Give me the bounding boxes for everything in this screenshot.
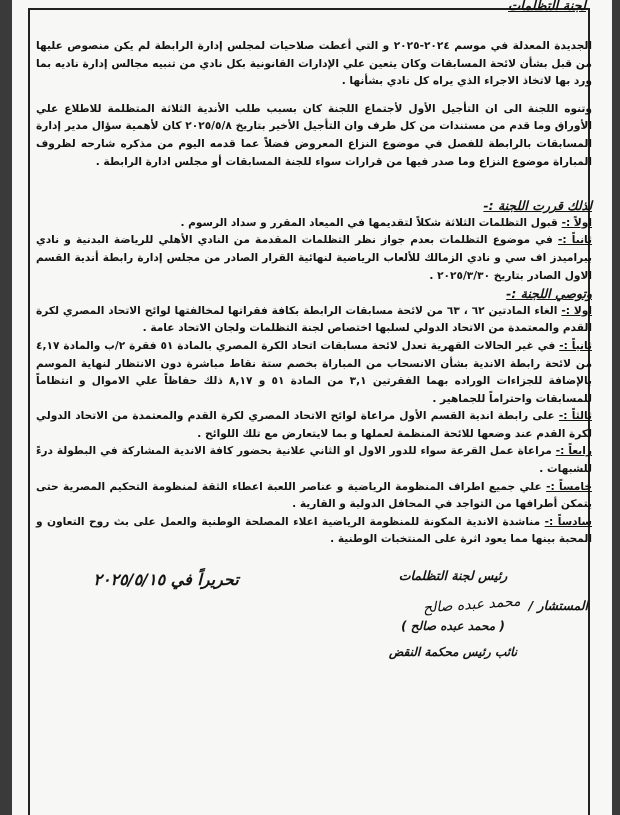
chair-title: رئيس لجنة التظلمات bbox=[398, 568, 508, 584]
decision-first bbox=[36, 215, 592, 233]
chair-block bbox=[318, 567, 588, 661]
advisor-line bbox=[318, 593, 588, 617]
recommendation-label: خامساً :- bbox=[546, 480, 592, 493]
recommendation-item bbox=[36, 479, 592, 514]
recommendation-text: في غير الحالات القهرية تعدل لائحة مسابقات اتحاد الكرة المصري بالمادة ٥١ فقرة ٢/ب والمادة ٤,١٧ من لائحة رابطة الاندية بشأن الانسحاب من المباراة بخصم ستة نقاط مباشرة دون الانتظار لنهاية الموسم بالإضافة للجزاءات الوراده بهما الفقرتين ٣,١ من المادة ٥١ و ٨,١٧ ذلك حفاظاً علي الاموال و انتظاماً للمسابقات واحتراماً للجماهير . bbox=[36, 339, 593, 405]
chair-role: نائب رئيس محكمة النقض bbox=[388, 644, 518, 659]
recommendation-item bbox=[36, 303, 592, 338]
recommendation-label: رابعاً :- bbox=[555, 445, 592, 458]
advisor-label: المستشار / bbox=[528, 597, 588, 613]
recommendation-text: مراعاة عمل القرعة سواء للدور الاول او الثاني علانية بحضور كافة الاندية المشاركة في البطولة درءً للشبهات . bbox=[36, 445, 592, 476]
paragraph-1: الجديدة المعدلة في موسم ٢٠٢٤-٢٠٢٥ و التي أعطت صلاحيات لمجلس إدارة الرابطة لم يكن منصوص عليها من قبل بشأن لائحة المسابقات وكان يتعين علي الإدارات القانونية بكل نادي من تنبيه مجالس إدارة ناديه بما ورد بها لاتخاذ الاجراء الذي يراه كل نادي بشأنها . bbox=[36, 40, 592, 88]
recommendation-text: على رابطة اندية القسم الأول مراعاة لوائح الاتحاد المصري لكرة القدم والمعتمدة من الاتحاد الدولي لكرة القدم عند وضعها للائحة المنظمة لعملها و بما لايتعارض مع تلك اللوائح . bbox=[36, 410, 592, 440]
decision-second bbox=[36, 232, 592, 285]
recommendation-item bbox=[36, 443, 592, 478]
recommendation-item bbox=[36, 408, 592, 443]
document-date: تحريراً في ٢٠٢٥/٥/١٥ bbox=[93, 570, 239, 590]
recommendation-label: سادساً :- bbox=[544, 515, 592, 528]
handwritten-signature: محمد عبده صالح bbox=[422, 593, 522, 617]
decision-second-label: ثانياً :- bbox=[557, 234, 592, 247]
recommendation-text: الغاء المادتين ٦٢ ، ٦٣ من لائحة مسابقات الرابطة بكافة فقراتها لمخالفتها لوائح الاتحاد المصري لكرة القدم والمعتمدة من الاتحاد الدولي لسلبها اختصاص لجنة التظلمات ولجان الاتحاد عامة . bbox=[36, 304, 592, 335]
date-block bbox=[46, 571, 286, 592]
committee-heading: لجنة التظلمات bbox=[508, 0, 586, 14]
decision-first-label: اولاً :- bbox=[561, 216, 592, 229]
recommendation-text: علي جميع اطراف المنظومة الرياضية و عناصر اللعبة اعطاء الثقة لمنظومة التحكيم المصرية حتى يتمكن أطرافها من التواجد في المحافل الدولية و القارية . bbox=[36, 480, 592, 511]
recommendation-label: ثالثاً :- bbox=[558, 410, 592, 423]
recommendations-heading: وتوصي اللجنة :- bbox=[506, 286, 592, 302]
paragraph-2: وتنوه اللجنة الى ان التأجيل الأول لأجتماع اللجنة كان بسبب طلب الأندية الثلاثة المتظلمة للاطلاع علي الأوراق وما قدم من مستندات من كل طرف وان التأجيل الأخير بتاريخ ٢٠٢٥/٥/٨ كان لأهمية سؤال مدير إدارة المسابقات بالرابطة للفصل في موضوع النزاع المعروض فضلاً عما قدمه اليوم من مذكره شارحه لظروف المباراة موضوع النزاع وما صدر فيها من قرارات سواء للجنة المسابقات أو مجلس ادارة الرابطة . bbox=[36, 102, 593, 168]
decision-second-text: في موضوع التظلمات بعدم جواز نظر التظلمات المقدمة من النادي الأهلي للرياضة البدنية و نادي بيراميدز اف سي و نادي الزمالك للألعاب الرياضية لنهائية القرار الصادر من مجلس إدارة رابطة أندية القسم الاول الصادر بتاريخ ٢٠٢٥/٣/٣٠ . bbox=[36, 234, 592, 282]
document-page bbox=[12, 0, 612, 815]
decision-first-text: قبول التظلمات الثلاثة شكلاً لتقديمها في الميعاد المقرر و سداد الرسوم . bbox=[180, 216, 558, 229]
recommendation-label: ثانياً :- bbox=[559, 339, 592, 352]
recommendation-item bbox=[36, 514, 592, 549]
signature-block bbox=[36, 559, 592, 669]
chair-name: ( محمد عبده صالح ) bbox=[401, 619, 505, 634]
recommendation-text: مناشدة الاندية المكونة للمنظومة الرياضية اعلاء المصلحة الوطنية والعمل على بث روح التعاون و المحبة بينها مما يعود اثرة على المنتخبات الوطنية . bbox=[36, 515, 592, 546]
recommendation-label: اولا :- bbox=[561, 304, 593, 317]
recommendation-item bbox=[36, 338, 592, 408]
decisions-heading: لذلك قررت اللجنة :- bbox=[483, 198, 592, 214]
document-body bbox=[36, 2, 592, 669]
